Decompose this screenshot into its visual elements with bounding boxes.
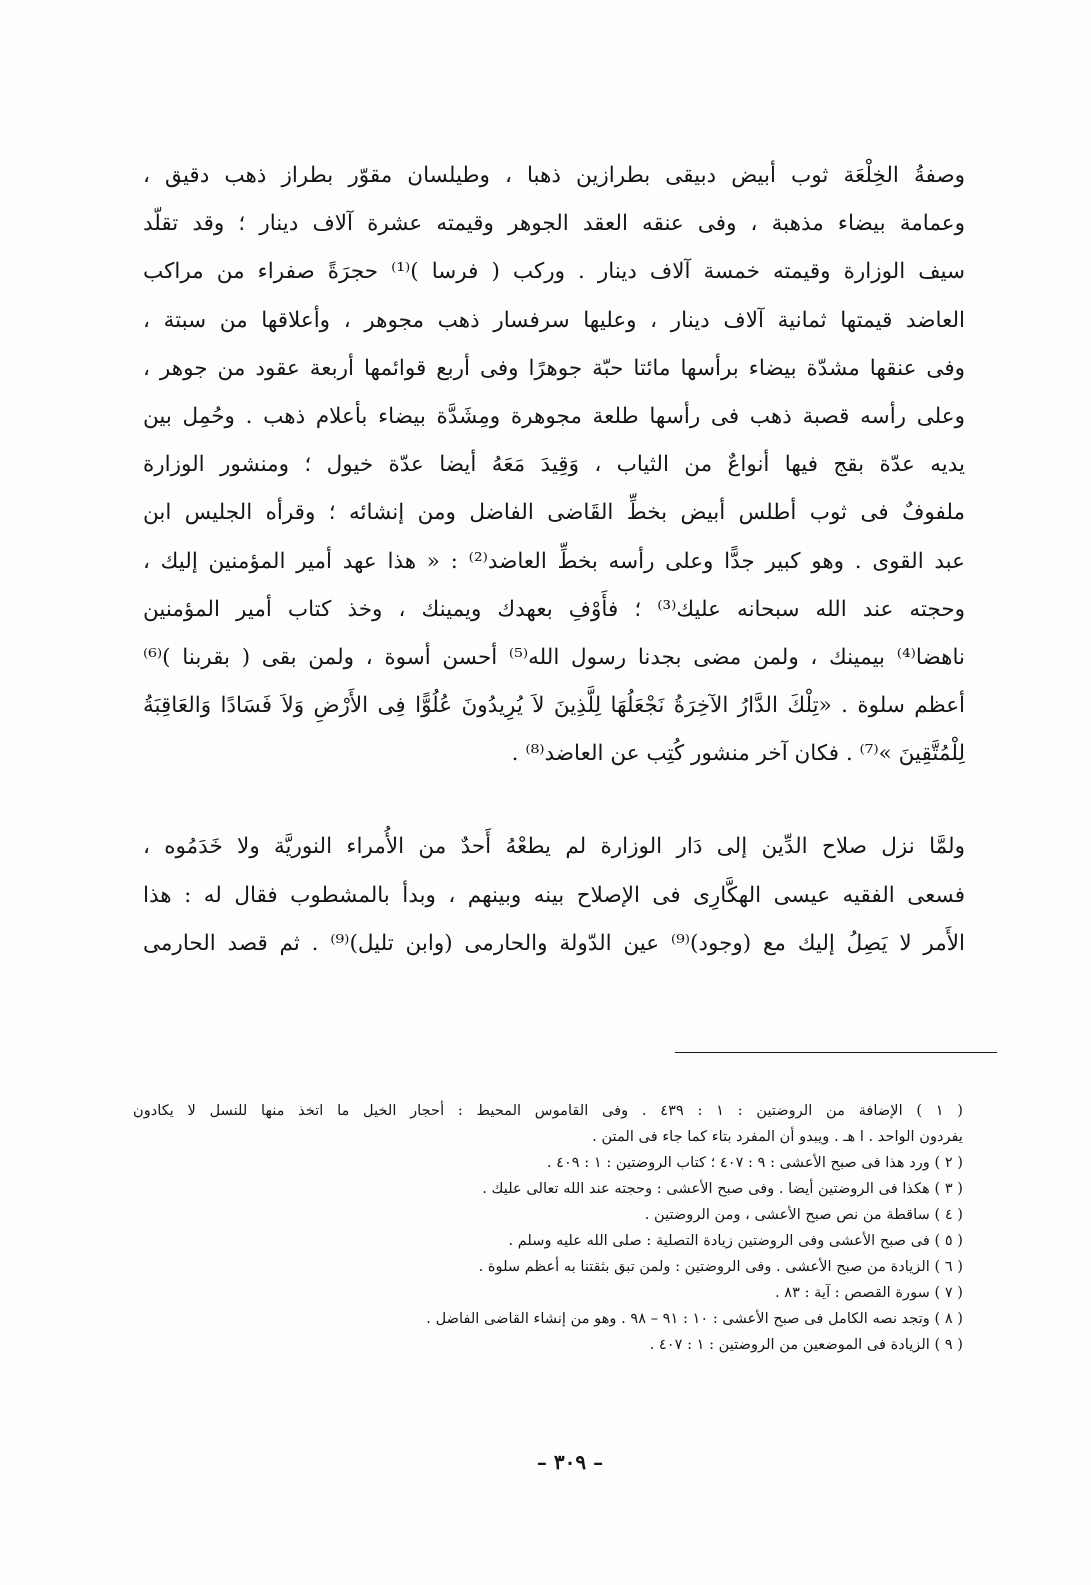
- footnote-separator: [675, 1052, 997, 1053]
- main-text: [143, 152, 965, 968]
- text-line: يديه عدّة بقج فيها أنواعٌ من الثياب ، وَقِيدَ مَعَهُ أيضا عدّة خيول ؛ ومنشور الوزارة: [143, 452, 965, 478]
- text-line: وصفةُ الخِلْعَة ثوب أبيض دبيقى بطرازين ذهبا ، وطيلسان مقوّر بطراز ذهب دقيق ،: [143, 163, 965, 188]
- paragraph-gap: [143, 778, 965, 823]
- text-line: عبد القوى . وهو كبير جدًّا وعلى رأسه بخطِّ العاضد⁽²⁾ : « هذا عهد أمير المؤمنين إليك ،: [143, 548, 965, 574]
- page-number: – ٣٠٩ –: [536, 1450, 604, 1474]
- footnote-line: ( ٦ ) الزيادة من صبح الأعشى . وفى الروضتين : ولمن تبق بثقتنا به أعظم سلوة .: [478, 1258, 963, 1275]
- text-line: وعمامة بيضاء مذهبة ، وفى عنقه العقد الجوهر وقيمته عشرة آلاف دينار ؛ وقد تقلّد: [143, 211, 965, 237]
- text-line: ناهضا⁽⁴⁾ بيمينك ، ولمن مضى بجدنا رسول الله⁽⁵⁾ أحسن أسوة ، ولمن بقى ( بقربنا )⁽⁶⁾: [143, 644, 965, 670]
- footnote-line: يفردون الواحد . ا هـ . ويبدو أن المفرد بتاء كما جاء فى المتن .: [592, 1128, 963, 1145]
- footnote-line: ( ١ ) الإضافة من الروضتين : ١ : ٤٣٩ . وفى القاموس المحيط : أحجار الخيل ما اتخذ منها للنسل لا يكادون: [133, 1102, 963, 1119]
- footnotes: [133, 1098, 963, 1358]
- text-line: أعظم سلوة . «تِلْكَ الدَّارُ الآخِرَةُ نَجْعَلُهَا لِلَّذِينَ لاَ يُرِيدُونَ عُلُوًّا فِى الأَرْضِ وَلاَ فَسَادًا وَالعَاقِبَةُ: [143, 693, 965, 719]
- text-line: سيف الوزارة وقيمته خمسة آلاف دينار . وركب ( فرسا )⁽¹⁾ حجرَةً صفراء من مراكب: [143, 259, 965, 285]
- footnote-line: ( ٩ ) الزيادة فى الموضعين من الروضتين : ١ : ٤٠٧ .: [649, 1336, 963, 1353]
- footnote-line: ( ٣ ) هكذا فى الروضتين أيضا . وفى صبح الأعشى : وحجته عند الله تعالى عليك .: [482, 1180, 963, 1197]
- paragraph-2: [143, 823, 965, 968]
- paragraph-1: [143, 152, 965, 778]
- text-line: العاضد قيمتها ثمانية آلاف دينار ، وعليها سرفسار ذهب مجوهر ، وأعلاقها من سبتة ،: [143, 307, 965, 333]
- text-line: ملفوفٌ فى ثوب أطلس أبيض بخطِّ القَاضى الفاضل ومن إنشائه ؛ وقرأه الجليس ابن: [143, 500, 965, 526]
- text-line: وفى عنقها مشدّة بيضاء برأسها مائتا حبّة جوهرًا وفى أربع قوائمها أربعة عقود من جوهر ،: [143, 355, 965, 381]
- footnote-line: ( ٤ ) ساقطة من نص صبح الأعشى ، ومن الروضتين .: [644, 1206, 963, 1223]
- footnote-line: ( ٧ ) سورة القصص : آية : ٨٣ .: [775, 1284, 963, 1301]
- text-line: وحجته عند الله سبحانه عليك⁽³⁾ ؛ فأَوْفِ بعهدك ويمينك ، وخذ كتاب أمير المؤمنين: [143, 596, 965, 622]
- text-line: لِلْمُتَّقِينَ »⁽⁷⁾ . فكان آخر منشور كُتِب عن العاضد⁽⁸⁾ .: [511, 741, 965, 767]
- text-line: فسعى الفقيه عيسى الهكَّارِى فى الإصلاح بينه وبينهم ، وبدأ بالمشطوب فقال له : هذا: [143, 882, 965, 908]
- text-line: الأَمر لا يَصِلُ إليك مع (وجود)⁽⁹⁾ عين الدّولة والحارمى (وابن تليل)⁽⁹⁾ . ثم قصد الحارمى: [143, 930, 965, 956]
- footnote-line: ( ٥ ) فى صبح الأعشى وفى الروضتين زيادة التصلية : صلى الله عليه وسلم .: [508, 1232, 963, 1249]
- footnote-line: ( ٨ ) وتجد نصه الكامل فى صبح الأعشى : ١٠ : ٩١ – ٩٨ . وهو من إنشاء القاضى الفاضل .: [426, 1310, 963, 1327]
- text-line: ولمَّا نزل صلاح الدِّين إلى دَار الوزارة لم يطعْهُ أَحدٌ من الأُمراء النوريَّة ولا خَدَمُوه ،: [143, 834, 965, 860]
- footnote-line: ( ٢ ) ورد هذا فى صبح الأعشى : ٩ : ٤٠٧ ؛ كتاب الروضتين : ١ : ٤٠٩ .: [546, 1154, 963, 1171]
- text-line: وعلى رأسه قصبة ذهب فى رأسها طلعة مجوهرة ومِشَدَّة بيضاء بأعلام ذهب . وحُمِل بين: [143, 403, 965, 429]
